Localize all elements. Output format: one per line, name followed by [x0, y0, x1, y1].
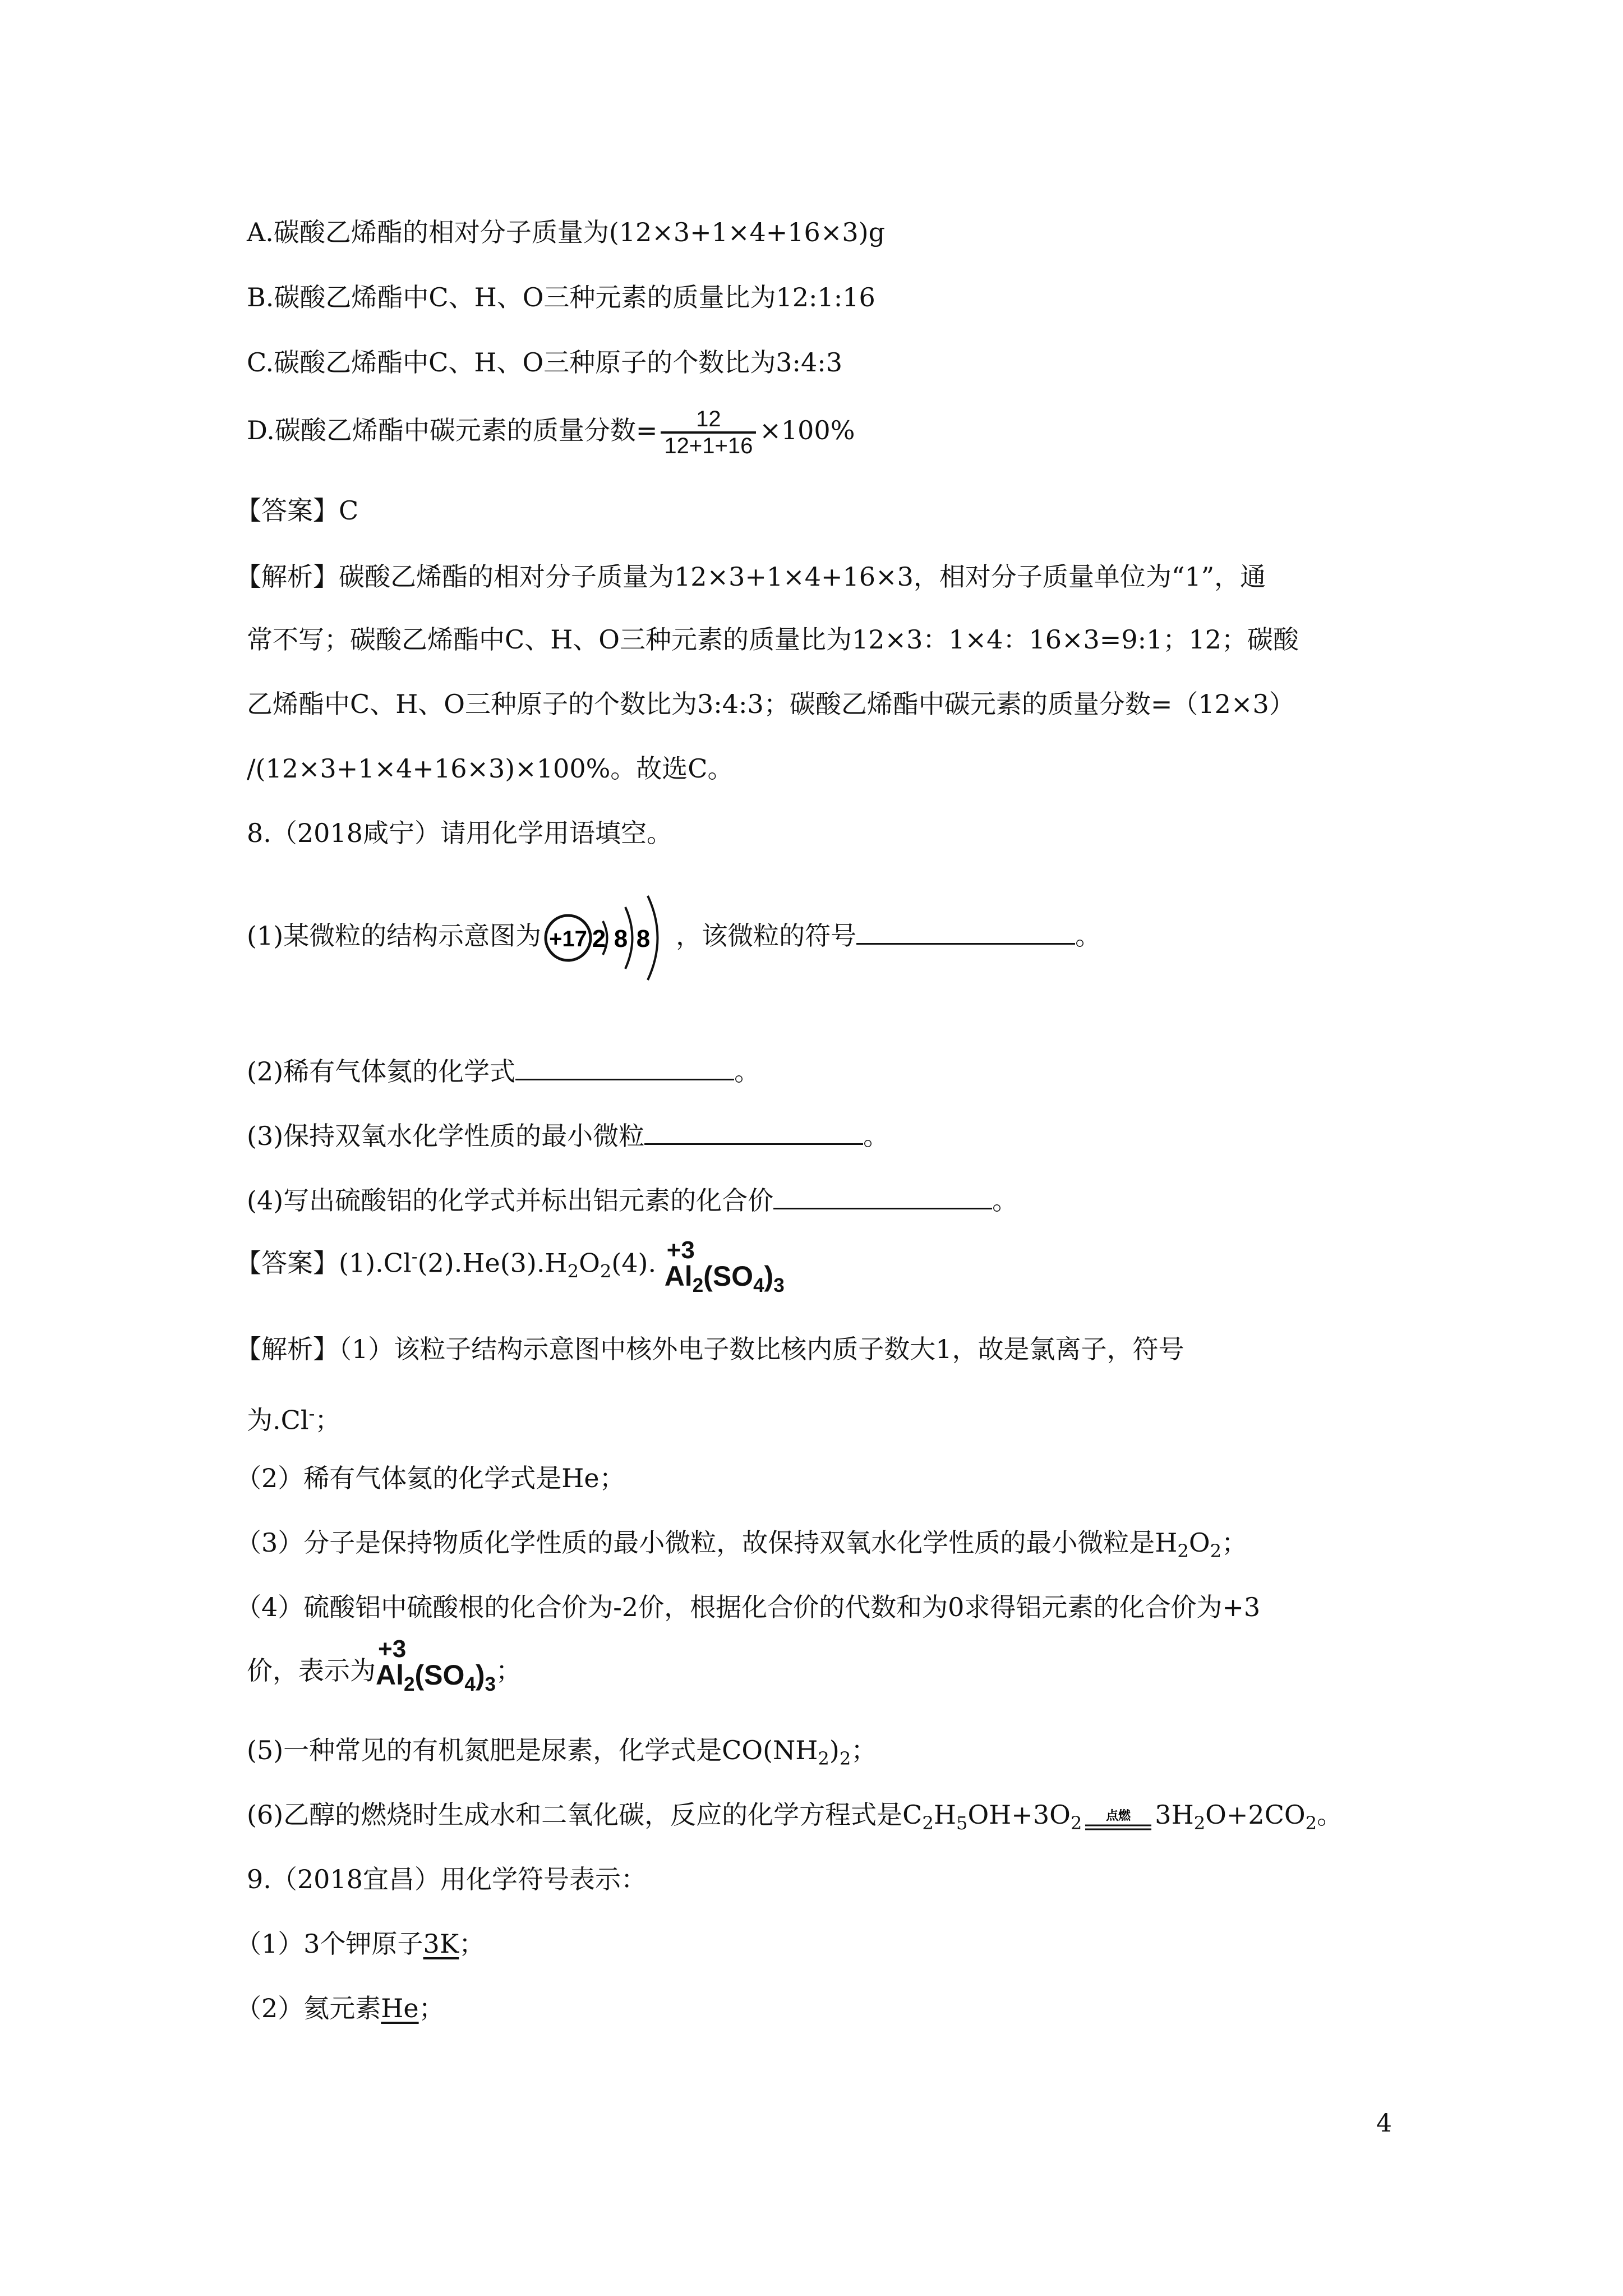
formula-part: 4	[753, 1274, 764, 1296]
formula-part: )	[764, 1260, 774, 1292]
formula-part: 4	[464, 1673, 476, 1695]
analysis-text: ；	[495, 1655, 522, 1686]
shell-3-electrons: 8	[636, 925, 651, 953]
q9-part-2	[236, 1991, 445, 2025]
analysis-text: 2	[1177, 1540, 1189, 1562]
answer-text: O	[579, 1248, 600, 1278]
q8-part-4-prefix: (4)写出硫酸铝的化学式并标出铝元素的化合价	[247, 1185, 774, 1216]
equation-text: 。	[1317, 1800, 1343, 1830]
analysis-text: 2	[818, 1748, 829, 1770]
answer-text: 【答案】(1).Cl	[236, 1248, 412, 1278]
q8-analysis-1: 【解析】（1）该粒子结构示意图中核外电子数比核内质子数大1，故是氯离子，符号	[236, 1334, 1184, 1364]
option-d-prefix: D.碳酸乙烯酯中碳元素的质量分数=	[247, 415, 658, 445]
answer-text: (2).He(3).H	[417, 1248, 568, 1278]
analysis-text: 2	[839, 1748, 851, 1770]
analysis-text: 为.Cl	[247, 1405, 309, 1435]
formula-part: )	[475, 1659, 485, 1691]
q8-part-2	[247, 1055, 760, 1088]
q8-part-2-end: 。	[734, 1056, 760, 1087]
q7-analysis-line-3: 乙烯酯中C、H、O三种原子的个数比为3:4:3；碳酸乙烯酯中碳元素的质量分数=（12×3）	[247, 689, 1295, 719]
answer-blank[interactable]	[644, 1121, 863, 1145]
answer-blank[interactable]	[856, 921, 1075, 945]
valence-label: +3	[666, 1236, 695, 1264]
equation-text: 2	[922, 1812, 934, 1834]
q7-answer: 【答案】C	[236, 495, 359, 526]
answer-blank[interactable]	[515, 1056, 734, 1080]
q8-part-3-prefix: (3)保持双氧水化学性质的最小微粒	[247, 1121, 645, 1151]
answer-text: 2	[600, 1260, 612, 1282]
q8-analysis-8	[247, 1798, 1343, 1840]
equation-text: 3H	[1155, 1800, 1194, 1830]
valence-label: +3	[378, 1635, 407, 1663]
q8-part-1	[247, 891, 1101, 983]
equation-text: OH+3O	[967, 1800, 1071, 1830]
equation-text: 5	[956, 1812, 968, 1834]
analysis-text: （3）分子是保持物质化学性质的最小微粒，故保持双氧水化学性质的最小微粒是H	[236, 1527, 1178, 1558]
q8-analysis-3: （2）稀有气体氦的化学式是He；	[236, 1463, 625, 1493]
q7-analysis-line-2: 常不写；碳酸乙烯酯中C、H、O三种元素的质量比为12×3：1×4：16×3=9:1；12；碳酸	[247, 624, 1299, 655]
reaction-condition	[1082, 1806, 1155, 1840]
q8-answer	[236, 1228, 785, 1300]
fraction-denominator: 12+1+16	[661, 431, 756, 458]
answer-blank[interactable]	[773, 1185, 992, 1209]
formula-part: 2	[404, 1673, 415, 1695]
analysis-text: )	[829, 1735, 840, 1765]
formula-part: 2	[692, 1274, 704, 1296]
analysis-text: (5)一种常见的有机氮肥是尿素，化学式是CO(NH	[247, 1735, 818, 1765]
equation-text: 2	[1305, 1812, 1317, 1834]
aluminum-sulfate-formula	[376, 1635, 496, 1699]
answer-text: -	[411, 1246, 418, 1267]
q9-title: 9.（2018宜昌）用化学符号表示：	[247, 1864, 647, 1894]
aluminum-sulfate-formula	[665, 1236, 785, 1300]
analysis-text: -	[308, 1403, 315, 1424]
q8-part-1-prefix: (1)某微粒的结构示意图为	[247, 921, 542, 951]
q8-analysis-6	[247, 1635, 522, 1699]
fraction-numerator: 12	[696, 407, 721, 431]
formula-part: 3	[485, 1673, 496, 1695]
shell-1-electrons: 2	[592, 925, 606, 953]
q8-part-1-suffix: ，该微粒的符号	[676, 921, 857, 951]
q9-text: ；	[418, 1993, 445, 2023]
formula-part: 3	[773, 1274, 785, 1296]
equation-text: O+2CO	[1205, 1800, 1306, 1830]
page-number: 4	[1376, 2109, 1392, 2138]
fraction	[661, 407, 756, 458]
option-a: A.碳酸乙烯酯的相对分子质量为(12×3+1×4+16×3)g	[247, 217, 886, 247]
analysis-text: ；	[851, 1735, 877, 1765]
option-c: C.碳酸乙烯酯中C、H、O三种原子的个数比为3:4:3	[247, 347, 842, 378]
equation-text: (6)乙醇的燃烧时生成水和二氧化碳，反应的化学方程式是C	[247, 1800, 923, 1830]
analysis-text: ；	[1221, 1527, 1248, 1558]
condition-label: 点燃	[1106, 1809, 1131, 1824]
answer-text: (4).	[611, 1248, 657, 1278]
q8-part-1-end: 。	[1075, 921, 1101, 951]
q7-analysis-line-4: /(12×3+1×4+16×3)×100%。故选C。	[247, 753, 734, 784]
formula-part: Al	[376, 1659, 404, 1691]
q8-title: 8.（2018咸宁）请用化学用语填空。	[247, 818, 672, 848]
q9-part-2-answer: He	[381, 1993, 419, 2023]
answer-text: 2	[567, 1260, 579, 1282]
q8-part-2-prefix: (2)稀有气体氦的化学式	[247, 1056, 516, 1087]
q9-text: ；	[459, 1929, 485, 1959]
q9-part-1-answer: 3K	[423, 1929, 459, 1959]
equation-text: 2	[1193, 1812, 1206, 1834]
q9-text: （2）氦元素	[236, 1993, 381, 2023]
analysis-text: O	[1188, 1527, 1210, 1558]
option-d-suffix: ×100%	[759, 415, 855, 445]
shell-2-electrons: 8	[614, 925, 628, 953]
q9-text: （1）3个钾原子	[236, 1929, 423, 1959]
equation-text: H	[933, 1800, 956, 1830]
option-b: B.碳酸乙烯酯中C、H、O三种元素的质量比为12:1:16	[247, 282, 875, 312]
equation-text: 2	[1070, 1812, 1082, 1834]
q8-part-4	[247, 1184, 1018, 1217]
analysis-text: 价，表示为	[247, 1655, 376, 1686]
formula-part: (SO	[703, 1260, 754, 1292]
q8-part-4-end: 。	[992, 1185, 1018, 1216]
q8-analysis-4	[236, 1526, 1247, 1568]
formula-part: Al	[664, 1260, 693, 1292]
q8-analysis-5: （4）硫酸铝中硫酸根的化合价为-2价，根据化合价的代数和为0求得铝元素的化合价为+3	[236, 1592, 1261, 1622]
option-d	[247, 407, 855, 458]
q8-analysis-2	[247, 1397, 340, 1437]
analysis-text: 2	[1210, 1540, 1222, 1562]
atom-structure-diagram	[541, 893, 676, 983]
q8-part-3-end: 。	[863, 1121, 889, 1151]
q8-analysis-7	[247, 1733, 877, 1775]
q7-analysis-line-1: 【解析】碳酸乙烯酯的相对分子质量为12×3+1×4+16×3，相对分子质量单位为“1”，通	[236, 562, 1266, 592]
nucleus-charge: +17	[549, 927, 588, 951]
analysis-text: ；	[315, 1405, 341, 1435]
q9-part-1	[236, 1927, 485, 1961]
formula-part: (SO	[414, 1659, 465, 1691]
q8-part-3	[247, 1119, 889, 1153]
